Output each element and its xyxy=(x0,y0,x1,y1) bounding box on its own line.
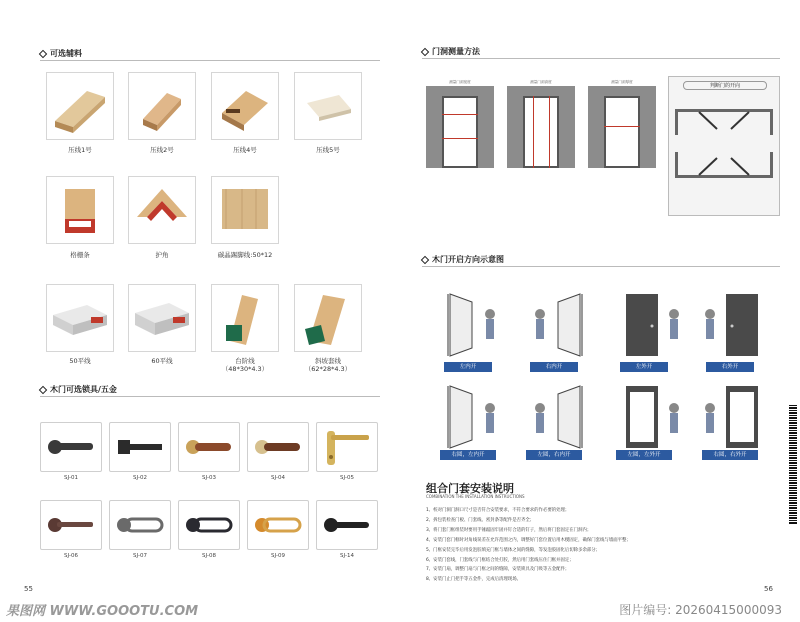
lock-image-sj05 xyxy=(316,422,378,472)
lock-image-sj06 xyxy=(40,500,102,550)
lock-image-sj07 xyxy=(109,500,171,550)
lock-code-sj07: SJ-07 xyxy=(133,553,147,559)
open-tag-left-round-right-in: 左圆，右内开 xyxy=(526,450,582,460)
diamond-icon xyxy=(421,47,429,55)
open-direction-row2-figures xyxy=(428,380,778,452)
open-tag-left-round-left-out: 左圆，左外开 xyxy=(616,450,672,460)
section-open-direction-title: 木门开启方向示意图 xyxy=(422,254,504,265)
trim-image-5 xyxy=(294,72,362,140)
watermark-footer xyxy=(0,596,800,622)
corner-guard-label: 护角 xyxy=(155,251,169,259)
grille-strip-label: 格栅条 xyxy=(70,251,90,259)
open-tag-left-out: 左外开 xyxy=(620,362,668,372)
divider xyxy=(422,266,780,267)
divider xyxy=(422,58,780,59)
install-step: 4、安装门套门框时对角线误差在允许范围之内，调整好门套位置后用木楔固定，确保门套线与墙面平整； xyxy=(426,537,631,543)
measure-height-label: 测量门洞高度 xyxy=(530,80,552,84)
lock-code-sj06: SJ-06 xyxy=(64,553,78,559)
watermark-image-id: 图片编号: 20260415000093 xyxy=(619,603,782,617)
open-tag-left-in: 左内开 xyxy=(444,362,492,372)
diamond-icon xyxy=(421,255,429,263)
install-steps-list xyxy=(426,506,786,585)
install-step: 8、安装门止门把手等五金件，完成后清理现场。 xyxy=(426,577,521,583)
lock-image-sj02 xyxy=(109,422,171,472)
install-step: 5、门框安装完毕后用发泡胶填充门框与墙体之间的缝隙，等发泡胶固化后切除多余部分； xyxy=(426,547,601,553)
open-tag-right-out: 右外开 xyxy=(706,362,754,372)
flat-line-60-label: 60平线 xyxy=(151,357,173,365)
install-title: 组合门套安装说明 xyxy=(426,482,514,495)
skirting-label: 碳晶踢脚线:50*12 xyxy=(217,251,273,259)
watermark-site: 果图网 WWW.GOOOTU.COM xyxy=(6,604,199,619)
trim-label-2: 压线2号 xyxy=(150,146,174,154)
trim-image-4 xyxy=(211,72,279,140)
page-number-right: 56 xyxy=(764,585,773,593)
section-optional-trims-title: 可选辅料 xyxy=(40,48,82,59)
measure-height-diagram xyxy=(507,86,575,168)
measure-depth-label: 测量门洞厚度 xyxy=(611,80,633,84)
measure-depth-diagram xyxy=(588,86,656,168)
measure-width-diagram xyxy=(426,86,494,168)
lock-code-sj05: SJ-05 xyxy=(340,475,354,481)
lock-code-sj03: SJ-03 xyxy=(202,475,216,481)
trim-label-4: 压线4号 xyxy=(233,146,257,154)
divider xyxy=(40,60,380,61)
trim-label-5: 压线5号 xyxy=(316,146,340,154)
open-direction-row1-figures xyxy=(428,284,778,359)
open-tag-right-round-left-in: 右圆，左内开 xyxy=(440,450,496,460)
slope-line-image xyxy=(294,284,362,352)
left-page xyxy=(0,0,400,600)
install-step: 7、安装门扇，调整门扇与门框之间的缝隙，安装锁具及门吸等五金配件； xyxy=(426,567,570,573)
diamond-icon xyxy=(39,385,47,393)
trim-label-1: 压线1号 xyxy=(68,146,92,154)
barcode xyxy=(789,405,797,525)
corner-guard-image xyxy=(128,176,196,244)
lock-image-sj09 xyxy=(247,500,309,550)
lock-image-sj01 xyxy=(40,422,102,472)
lock-code-sj04: SJ-04 xyxy=(271,475,285,481)
section-locks-title: 木门可选锁具/五金 xyxy=(40,384,117,395)
step-line-image xyxy=(211,284,279,352)
flat-line-50-label: 50平线 xyxy=(69,357,91,365)
right-page xyxy=(400,0,800,600)
install-step: 6、安装门套线，门套线与门框结合处打胶，然后用门套线压住门框并固定； xyxy=(426,557,574,563)
lock-code-sj09: SJ-09 xyxy=(271,553,285,559)
lock-image-sj14 xyxy=(316,500,378,550)
lock-code-sj08: SJ-08 xyxy=(202,553,216,559)
lock-image-sj04 xyxy=(247,422,309,472)
lock-image-sj08 xyxy=(178,500,240,550)
page-number-left: 55 xyxy=(24,585,33,593)
lock-code-sj02: SJ-02 xyxy=(133,475,147,481)
install-step: 3、将门套门框组装时要用手锤敲固牢固并钉合适的钉子，然后将门套固定在门洞内； xyxy=(426,527,592,533)
lock-image-sj03 xyxy=(178,422,240,472)
section-measure-title: 门洞测量方法 xyxy=(422,46,480,57)
open-tag-right-in: 右内开 xyxy=(530,362,578,372)
skirting-image xyxy=(211,176,279,244)
grille-strip-image xyxy=(46,176,114,244)
judge-direction-box xyxy=(668,76,780,216)
slope-line-label: 斜坡套线 （62*28*4.3） xyxy=(304,357,352,374)
install-step: 1、校对门洞门洞口尺寸是否符合安装要求，不符合要求的作必要的处理； xyxy=(426,508,570,513)
install-subtitle: COMBINATION THE INSTALLATION INSTRUCTIONS xyxy=(426,494,525,499)
measure-width-label: 测量门洞宽度 xyxy=(449,80,471,84)
trim-image-1 xyxy=(46,72,114,140)
trim-image-2 xyxy=(128,72,196,140)
diamond-icon xyxy=(39,49,47,57)
judge-direction-label: 判断门的开向 xyxy=(683,81,767,90)
install-step: 2、拆包装检查门板、门套线、密封条等配件是否齐全； xyxy=(426,517,535,523)
lock-code-sj01: SJ-01 xyxy=(64,475,78,481)
lock-code-sj14: SJ-14 xyxy=(340,553,354,559)
flat-line-50-image xyxy=(46,284,114,352)
step-line-label: 台阶线 （48*30*4.3） xyxy=(221,357,269,374)
divider xyxy=(40,396,380,397)
flat-line-60-image xyxy=(128,284,196,352)
open-tag-right-round-right-out: 右圆，右外开 xyxy=(702,450,758,460)
